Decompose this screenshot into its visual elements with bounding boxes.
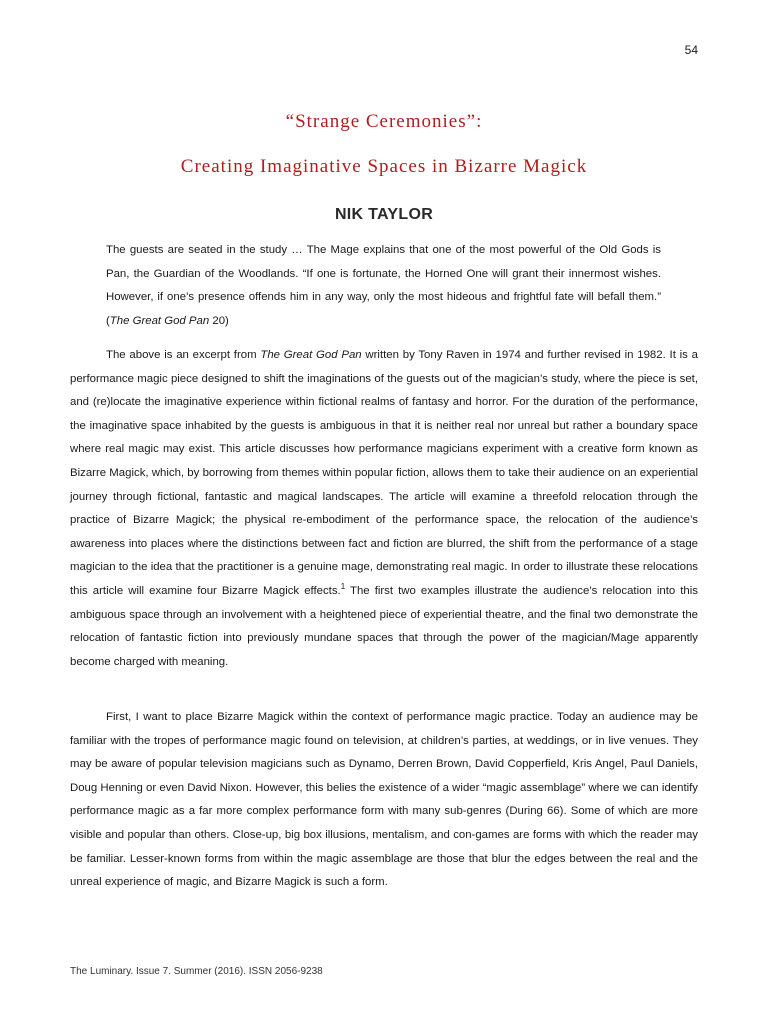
- body-paragraph-1: [70, 344, 698, 674]
- footnote-marker[interactable]: 1: [340, 582, 346, 592]
- article-title-line-1: “Strange Ceremonies”:: [285, 111, 483, 132]
- epigraph-text: The guests are seated in the study … The Mage explains that one of the most powerful of the Old Gods is Pan, the Guardian of the Woodlands. “If one is fortunate, the Horned One will grant their innermost wishes. However, if one’s presence offends him in any way, only the most hideous and frightful fate will befall them.” (: [106, 244, 661, 327]
- paragraph-2-text: First, I want to place Bizarre Magick within the context of performance magic practice. Today an audience may be familiar with the tropes of performance magic found on television, at children’s parties, at weddings, or in live venues. They may be aware of popular television magicians such as Dynamo, Derren Brown, David Copperfield, Kris Angel, Paul Daniels, Doug Henning or even David Nixon. However, this belies the existence of a wider “magic assemblage” where we can identify performance magic as a far more complex performance form with many sub-genres (During 66). Some of which are more visible and popular than others. Close-up, big box illusions, mentalism, and con-games are forms with which the reader may be familiar. Lesser-known forms from within the magic assemblage are those that blur the edges between the real and the unreal experience of magic, and Bizarre Magick is such a form.: [70, 711, 698, 889]
- paragraph-1-tail: The first two examples illustrate the audience’s relocation into this ambiguous space through an involvement with a heightened piece of experiential theatre, and the final two demonstrate the relocation of fantastic fiction into previously mundane spaces that through the power of the magician/Mage apparently become charged with meaning.: [70, 584, 698, 668]
- epigraph-source-tail: 20): [209, 314, 229, 327]
- author-name: NIK TAYLOR: [334, 206, 434, 223]
- paragraph-1-text: [70, 344, 698, 674]
- paragraph-1-body: written by Tony Raven in 1974 and further revised in 1982. It is a performance magic piece designed to shift the imaginations of the guests out of the magician’s study, where the piece is set, and (re)locate the imaginative experience within fictional realms of fantasy and horror. For the duration of the performance, the imaginative space inhabited by the guests is ambiguous in that it is neither real nor unreal but rather a boundary space where real magic may exist. This article discusses how performance magicians experiment with a creative form known as Bizarre Magick, which, by borrowing from themes within popular fiction, allows them to take their audience on an experiential journey through fictional, fantastic and magical landscapes. The article will examine a threefold relocation through the practice of Bizarre Magick; the physical re-embodiment of the performance space, the relocation of the audience’s awareness into places where the distinctions between fact and fiction are blurred, the shift from the performance of a stage magician to the idea that the practitioner is a genuine mage, demonstrating real magic. In order to illustrate these relocations this article will examine four Bizarre Magick effects.: [70, 349, 698, 597]
- article-title-line-2: Creating Imaginative Spaces in Bizarre Magick: [180, 156, 588, 177]
- journal-footer: The Luminary. Issue 7. Summer (2016). ISSN 2056-9238: [70, 966, 323, 977]
- paragraph-1-work-title: The Great God Pan: [260, 349, 362, 361]
- body-paragraph-2: [70, 706, 698, 895]
- epigraph-source-title: The Great God Pan: [109, 314, 210, 327]
- page-number: 54: [684, 43, 698, 57]
- paragraph-1-lead: The above is an excerpt from: [106, 349, 261, 361]
- epigraph-paragraph: [106, 239, 661, 333]
- epigraph: [106, 239, 661, 333]
